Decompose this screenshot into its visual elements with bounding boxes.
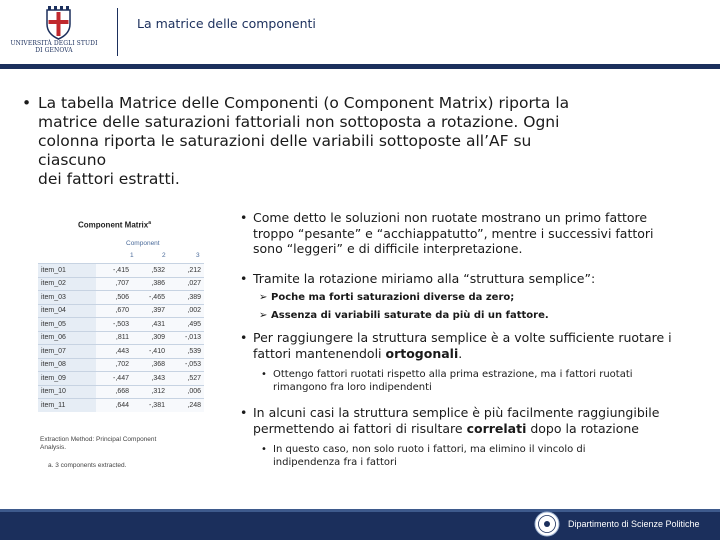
table-cell: ,248 bbox=[168, 399, 204, 412]
table-cell: -,053 bbox=[168, 358, 204, 372]
row-label: item_04 bbox=[38, 304, 96, 318]
table-cell: ,644 bbox=[96, 399, 132, 412]
bullet-icon: • bbox=[240, 330, 248, 345]
main-bullet-text: La tabella Matrice delle Componenti (o Component Matrix) riporta la matrice delle saturazioni fattoriali non sottoposta a rotazione. Ogni colonna riporta le saturazioni delle variabili sottoposte all’AF su ciascuno dei fattori estratti. bbox=[38, 94, 570, 188]
sub-bullet-text: Ottengo fattori ruotati rispetto alla prima estrazione, ma i fattori ruotati rimangono fra loro indipendenti bbox=[273, 369, 633, 393]
table-row bbox=[38, 372, 204, 386]
table-row bbox=[38, 291, 204, 305]
bullet-text: In alcuni casi la struttura semplice è più facilmente raggiungibile permettendo ai fattori di risultare correlati dopo la rotazione bbox=[253, 405, 660, 436]
table-cell: ,668 bbox=[96, 385, 132, 399]
table-cell: ,309 bbox=[132, 331, 168, 345]
table-row bbox=[38, 331, 204, 345]
bullet-orthogonal bbox=[240, 330, 710, 361]
bullet-icon: • bbox=[22, 94, 32, 112]
bullet-text: Tramite la rotazione miriamo alla “struttura semplice”: bbox=[253, 271, 596, 286]
row-label: item_06 bbox=[38, 331, 96, 345]
table-row bbox=[38, 358, 204, 372]
table-cell: -,410 bbox=[132, 345, 168, 359]
table-cell: ,539 bbox=[168, 345, 204, 359]
table-cell: -,503 bbox=[96, 318, 132, 332]
row-label: item_05 bbox=[38, 318, 96, 332]
sub-bullet-text: Poche ma forti saturazioni diverse da zero; bbox=[271, 292, 515, 303]
header-divider bbox=[117, 8, 118, 56]
table-row bbox=[38, 304, 204, 318]
arrow-bullet-icon: ➢ bbox=[259, 292, 268, 303]
bullet-icon: • bbox=[240, 405, 248, 420]
matrix-grid bbox=[38, 263, 204, 412]
bold-term: ortogonali bbox=[385, 345, 459, 361]
university-name: UNIVERSITÀ DEGLI STUDI DI GENOVA bbox=[10, 40, 98, 54]
row-label: item_10 bbox=[38, 385, 96, 399]
table-cell: ,312 bbox=[132, 385, 168, 399]
table-cell: -,415 bbox=[96, 264, 132, 278]
table-row bbox=[38, 277, 204, 291]
sub-bullet-correlated-note bbox=[240, 443, 710, 469]
table-cell: ,527 bbox=[168, 372, 204, 386]
table-cell: -,013 bbox=[168, 331, 204, 345]
sub-bullet-orthogonal-note bbox=[240, 368, 710, 394]
main-bullet bbox=[22, 94, 582, 189]
extraction-method-note: Extraction Method: Principal Component Analysis. bbox=[40, 436, 157, 451]
row-label: item_01 bbox=[38, 264, 96, 278]
bullet-rotation bbox=[240, 271, 710, 287]
department-seal-icon bbox=[534, 511, 560, 537]
slide-header bbox=[0, 0, 720, 64]
sub-bullet-strong-loadings bbox=[240, 291, 710, 304]
table-cell: ,212 bbox=[168, 264, 204, 278]
table-row bbox=[38, 385, 204, 399]
bullet-text: Come detto le soluzioni non ruotate mostrano un primo fattore troppo “pesante” e “acchiappatutto”, mentre i successivi fattori sono “leggeri” e di difficile interpretazione. bbox=[253, 210, 654, 257]
table-cell: ,002 bbox=[168, 304, 204, 318]
bold-term: correlati bbox=[466, 420, 527, 436]
table-cell: ,027 bbox=[168, 277, 204, 291]
sub-bullet-no-cross-loadings bbox=[240, 309, 710, 322]
header-bar bbox=[0, 64, 720, 69]
column-header: 3 bbox=[196, 252, 200, 259]
row-label: item_11 bbox=[38, 399, 96, 412]
bullet-icon: • bbox=[240, 271, 248, 286]
sub-bullet-text: In questo caso, non solo ruoto i fattori, ma elimino il vincolo di indipendenza fra i fattori bbox=[273, 444, 586, 468]
table-row bbox=[38, 345, 204, 359]
bullet-icon: • bbox=[261, 369, 267, 380]
bullet-correlated bbox=[240, 405, 710, 436]
row-label: item_09 bbox=[38, 372, 96, 386]
component-matrix-title: Component Matrix$^a$ bbox=[78, 220, 152, 230]
table-cell: ,006 bbox=[168, 385, 204, 399]
table-cell: ,811 bbox=[96, 331, 132, 345]
table-cell: ,386 bbox=[132, 277, 168, 291]
table-cell: ,495 bbox=[168, 318, 204, 332]
row-label: item_08 bbox=[38, 358, 96, 372]
column-header: 2 bbox=[162, 252, 166, 259]
table-cell: -,381 bbox=[132, 399, 168, 412]
table-cell: -,447 bbox=[96, 372, 132, 386]
row-label: item_02 bbox=[38, 277, 96, 291]
column-header: 1 bbox=[130, 252, 134, 259]
table-row bbox=[38, 318, 204, 332]
table-cell: ,389 bbox=[168, 291, 204, 305]
table-cell: ,443 bbox=[96, 345, 132, 359]
table-cell: ,707 bbox=[96, 277, 132, 291]
table-cell: ,397 bbox=[132, 304, 168, 318]
row-label: item_07 bbox=[38, 345, 96, 359]
component-header: Component bbox=[126, 240, 160, 247]
bullet-non-rotated bbox=[240, 210, 710, 257]
bullet-text: Per raggiungere la struttura semplice è a volte sufficiente ruotare i fattori mantenendoli ortogonali. bbox=[253, 330, 672, 361]
table-row bbox=[38, 399, 204, 412]
table-cell: ,368 bbox=[132, 358, 168, 372]
department-name: Dipartimento di Scienze Politiche bbox=[568, 519, 700, 529]
table-cell: ,532 bbox=[132, 264, 168, 278]
row-label: item_03 bbox=[38, 291, 96, 305]
slide-title: La matrice delle componenti bbox=[137, 16, 316, 31]
bullet-icon: • bbox=[240, 210, 248, 225]
table-row bbox=[38, 264, 204, 278]
table-cell: ,431 bbox=[132, 318, 168, 332]
table-cell: ,343 bbox=[132, 372, 168, 386]
table-cell: ,702 bbox=[96, 358, 132, 372]
components-extracted-note: a. 3 components extracted. bbox=[48, 462, 127, 469]
table-cell: -,465 bbox=[132, 291, 168, 305]
table-cell: ,506 bbox=[96, 291, 132, 305]
bullet-icon: • bbox=[261, 444, 267, 455]
arrow-bullet-icon: ➢ bbox=[259, 310, 268, 321]
sub-bullet-text: Assenza di variabili saturate da più di un fattore. bbox=[271, 310, 549, 321]
table-cell: ,670 bbox=[96, 304, 132, 318]
